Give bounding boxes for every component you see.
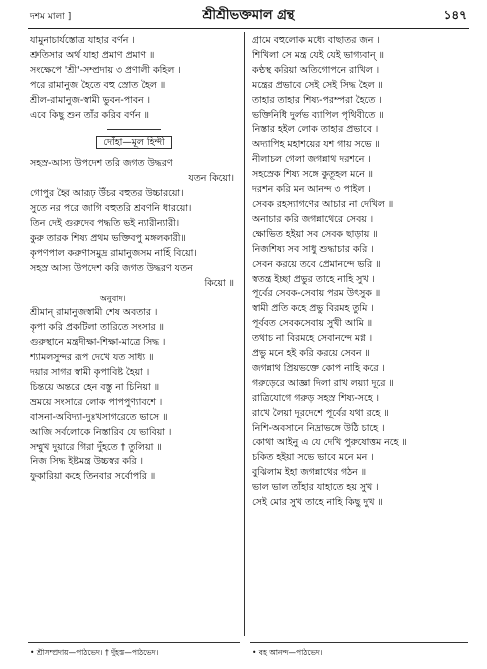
verse-line: সেবক রহস্যাগণের আচার না দেখিল ॥ (252, 198, 394, 210)
page-header (30, 6, 467, 26)
doha-line: সুতে নর পরে জাগি বহুতরি শ্রবণনি ধারয়ো। (30, 203, 192, 215)
column-divider (244, 32, 245, 636)
doha-line: গোপুর হ্বৈ আরূঢ় উঁচর বহুতর উচ্চারয়ো। (30, 188, 184, 200)
verse-line: শ্রীল-রামানুজ-স্বামী ভুবন-পাবন । (30, 94, 150, 106)
verse-line: শ্রীমান্ রামানুজস্বামী শেষ অবতার । (30, 307, 158, 319)
footnote-rule (250, 642, 468, 643)
verse-line: প্রভু মনে হই করি করয়ে সেবন ॥ (252, 348, 370, 360)
verse-line: কণ্ঠস্থ করিয়া অতিগোপনে রাখিল । (252, 64, 380, 76)
verse-line: চকিত হইয়া সভে ভাবে মনে মন । (252, 452, 374, 464)
verse-line: রাখে লৈয়া দূরদেশে পূর্বের যথা রহে ॥ (252, 407, 389, 419)
verse-line: দরশন করি মন আনন্দ ৩ পাইল । (252, 184, 371, 196)
verse-line: সংক্ষেপে 'শ্রী'-সম্প্রদায় ৩ প্রণালী কহিল । (30, 64, 181, 76)
doha-line: সহস্র আস্য উপদেশ করি জগত উদ্ধরণ যতন (30, 262, 193, 274)
verse-line: গুরুস্থানে মন্ত্রদীক্ষা-শিক্ষা-মাত্রে সিদ্ধ । (30, 337, 166, 349)
verse-line: বাসনা-অবিদ্যা-দুঃখসাগরেতে ভাসে ॥ (30, 411, 168, 423)
verse-line: ভাল ভাল তাঁহার যাহাতে হয় সুখ । (252, 482, 379, 494)
left-column (30, 34, 238, 485)
verse-line: বুঝিলাম ইহা জগন্নাথের গঠন ॥ (252, 467, 366, 479)
footnote-right: • বহ আনন্দ—পাঠভেদ। (252, 648, 323, 657)
verse-line: কোথা আইনু এ যে দেখি পুরুষোত্তম নহে ॥ (252, 437, 407, 449)
verse-line: তথাচ না বিরমহে সেবানন্দে মগ্ন । (252, 333, 373, 345)
verse-line: পূর্ববত সেবকসেবায় সুখী আমি ॥ (252, 318, 373, 330)
translation-label: অনুবাদ। (100, 293, 126, 303)
header-section-label: দশম মালা ] (30, 12, 72, 22)
verse-line: সহস্রেক শিষ্য সঙ্গে কুতূহল মনে ॥ (252, 169, 373, 181)
verse-line: ভক্তিনিধি দুর্লভ ব্যাপিল পৃথিবীতে ॥ (252, 109, 384, 121)
verse-line: নীলাচল গেলা জগন্নাথ দরশনে । (252, 154, 371, 166)
page-number: ১৪৭ (443, 8, 467, 22)
verse-line: ভ্রময়ে সংসারে লোক পাপপুণ্যাবশে । (30, 396, 163, 408)
verse-line: এবে কিছু শুন তাঁর করিব বর্ণন ॥ (30, 109, 149, 121)
right-column (252, 34, 470, 511)
verse-line: মন্ত্রের প্রভাবে সেই সেই সিদ্ধ হৈল ॥ (252, 79, 383, 91)
verse-line: চিন্তয়ে অন্তরে হেন বস্তু না চিনিয়া ॥ (30, 381, 160, 393)
verse-line: নিশি-অবসানে নিদ্রাভঙ্গে উঠি চাহে । (252, 422, 385, 434)
verse-line: দয়ার সাগর স্বামী কৃপাবিষ্ট হৈয়া । (30, 367, 150, 379)
verse-line: জগন্নাথ প্রিয়ভক্তে কোপ নাহি করে । (252, 362, 385, 374)
verse-line: ক্ষোভিত হইয়া সব সেবক ছাড়ায় ॥ (252, 228, 378, 240)
verse-line: স্বতন্ত্র ইচ্ছা প্রভুর তাহে নাহি সুখ । (252, 273, 375, 285)
footnote-rule (28, 642, 240, 643)
doha-line: তিন দেই গুরুদেব পদ্ধতি ভই ন্যারীন্যারী। (30, 217, 180, 229)
verse-line: কৃপা করি প্রকটিলা তারিতে সংসার ॥ (30, 322, 164, 334)
doha-line: কুরু তারক শিষ্য প্রথম ভক্তিবপু মঙ্গলকারী॥ (30, 232, 186, 244)
doha-heading: দোঁহা—মূল হিন্দী (30, 136, 238, 151)
header-book-title: শ্রীশ্রীভক্তমাল গ্রন্থ (202, 8, 295, 23)
verse-line: সেবন করয়ে তবে প্রেমানন্দে ভরি ॥ (252, 258, 381, 270)
verse-line: নিজশিষ্য সব সাধু শুদ্ধাচার করি । (252, 243, 374, 255)
verse-line: পরে রামানুজ হৈতে বহু স্রোত হৈল ॥ (30, 79, 166, 91)
doha-line: সহস্র-আস্য উপদেশ তরি জগত উদ্ধরণ (30, 158, 173, 170)
verse-line: যামুনাচার্যস্তোত্র যাহার বর্ণন । (30, 35, 135, 46)
footnote-left: • শ্রীসম্প্রদায়—পাঠভেদ। † দুঁহস্ত—পাঠভেদ। (30, 648, 159, 657)
verse-line: অদ্যাপিহ মহাশয়ের যশ গায় সভে ॥ (252, 139, 380, 151)
verse-line: গ্রামে বহুলোক মধ্যে বাছাতর জন । (252, 35, 380, 46)
doha-line: কিয়ো ॥ (204, 277, 234, 289)
verse-line: রাত্রিযোগে গরুড় সহস্র শিষ্য-সহে । (252, 392, 379, 404)
verse-line: অনাচার করি জগন্নাথেরে সেবয় । (252, 213, 374, 225)
verse-line: শিখিলা সে মন্ত্র যেই যেই ভাগ্যবান্ ॥ (252, 49, 384, 61)
verse-line: সেই মোর সুখ তাহে নাহি কিছু দুখ ॥ (252, 497, 383, 509)
section-divider (107, 129, 161, 130)
verse-line: নিস্তার হইল লোক তাহার প্রভাবে । (252, 124, 379, 136)
verse-line: পূর্বের সেবক-সেবায় পরম উৎসুক ॥ (252, 288, 381, 300)
doha-line: কৃপণপাল করুণাসমুদ্র রামানুজসম নাহিঁ বিয়ো। (30, 247, 197, 259)
verse-line: তাহার তাহার শিষ্য-পরম্পরা হৈতে । (252, 94, 382, 106)
header-rule (28, 28, 469, 29)
verse-line: শ্রুতিসার অর্থ যাহা প্রমাণ প্রমাণ ॥ (30, 49, 155, 61)
verse-line: গরুড়েরে আজ্ঞা দিলা রাখ লয়্যা দূরে ॥ (252, 377, 394, 389)
verse-line: ফুকারিয়া কহে তিনবার সর্বোপরি ॥ (30, 471, 156, 483)
doha-line: যতন কিয়ো। (188, 173, 234, 185)
verse-line: সম্মুখ দুয়ারে গিরা দুঁহতে † তুলিয়া ॥ (30, 441, 162, 453)
verse-line: স্বামী প্রতি কহে প্রভু বিরমহ তুমি । (252, 303, 374, 315)
verse-line: নিজ সিদ্ধ ইষ্টমন্ত্র উচ্চস্বর করি । (30, 456, 143, 468)
verse-line: শ্যামলসুন্দর রূপ দেখে যত সাধ্য ॥ (30, 352, 154, 364)
verse-line: আজি সর্বলোকে নিস্তারিব যে ভাবিয়া । (30, 426, 172, 438)
